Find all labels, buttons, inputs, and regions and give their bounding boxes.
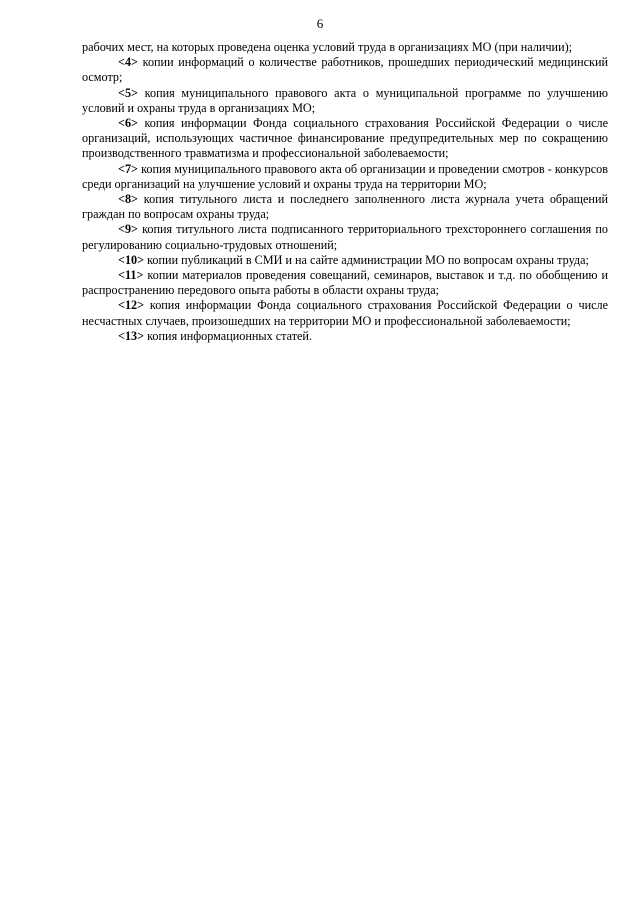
list-marker: <4> <box>118 55 138 70</box>
list-item-text: копия титульного листа и последнего заполненного листа журнала учета обращений граждан по вопросам охраны труда; <box>82 192 608 222</box>
list-item-text: копии информаций о количестве работников, прошедших периодический медицинский осмотр; <box>82 55 608 85</box>
list-item <box>82 162 608 192</box>
list-marker: <9> <box>118 222 138 237</box>
list-item-text: копия информации Фонда социального страхования Российской Федерации о числе организаций, использующих частичное финансирование предупредительных мер по сокращению производственного травматизма и профессиональной заболеваемости; <box>82 116 608 161</box>
list-item <box>82 55 608 85</box>
list-item-text: рабочих мест, на которых проведена оценка условий труда в организациях МО (при наличии); <box>82 40 573 54</box>
list-item <box>82 86 608 116</box>
list-item <box>82 329 608 344</box>
list-marker: <13> <box>118 328 145 343</box>
list-item <box>82 298 608 328</box>
list-marker: <7> <box>118 161 138 176</box>
list-item <box>82 268 608 298</box>
list-item <box>82 192 608 222</box>
list-item <box>82 116 608 162</box>
list-item-text: копия муниципального правового акта о муниципальной программе по улучшению условий и охраны труда в организациях МО; <box>82 85 608 115</box>
list-item-text: копия муниципального правового акта об организации и проведении смотров - конкурсов среди организаций на улучшение условий и охраны труда на территории МО; <box>82 161 608 191</box>
list-marker: <5> <box>118 85 138 100</box>
list-marker: <8> <box>118 192 138 207</box>
list-item-text: копии материалов проведения совещаний, семинаров, выставок и т.д. по обобщению и распространению передового опыта работы в области охраны труда; <box>82 268 608 298</box>
list-marker: <12> <box>118 298 145 313</box>
list-item-text: копия информационных статей. <box>144 328 312 343</box>
list-item-text: копии публикаций в СМИ и на сайте администрации МО по вопросам охраны труда; <box>144 252 589 267</box>
document-body <box>82 40 608 344</box>
page-number: 6 <box>316 16 324 31</box>
list-item <box>82 222 608 252</box>
list-item-text: копия информации Фонда социального страхования Российской Федерации о числе несчастных случаев, произошедших на территории МО и профессиональной заболеваемости; <box>82 298 608 328</box>
list-marker: <6> <box>118 116 138 131</box>
list-marker: <11> <box>118 268 144 283</box>
list-marker: <10> <box>118 252 145 267</box>
list-item-text: копия титульного листа подписанного территориального трехстороннего соглашения по регулированию социально-трудовых отношений; <box>82 222 608 252</box>
list-item <box>82 40 608 55</box>
list-item <box>82 253 608 268</box>
